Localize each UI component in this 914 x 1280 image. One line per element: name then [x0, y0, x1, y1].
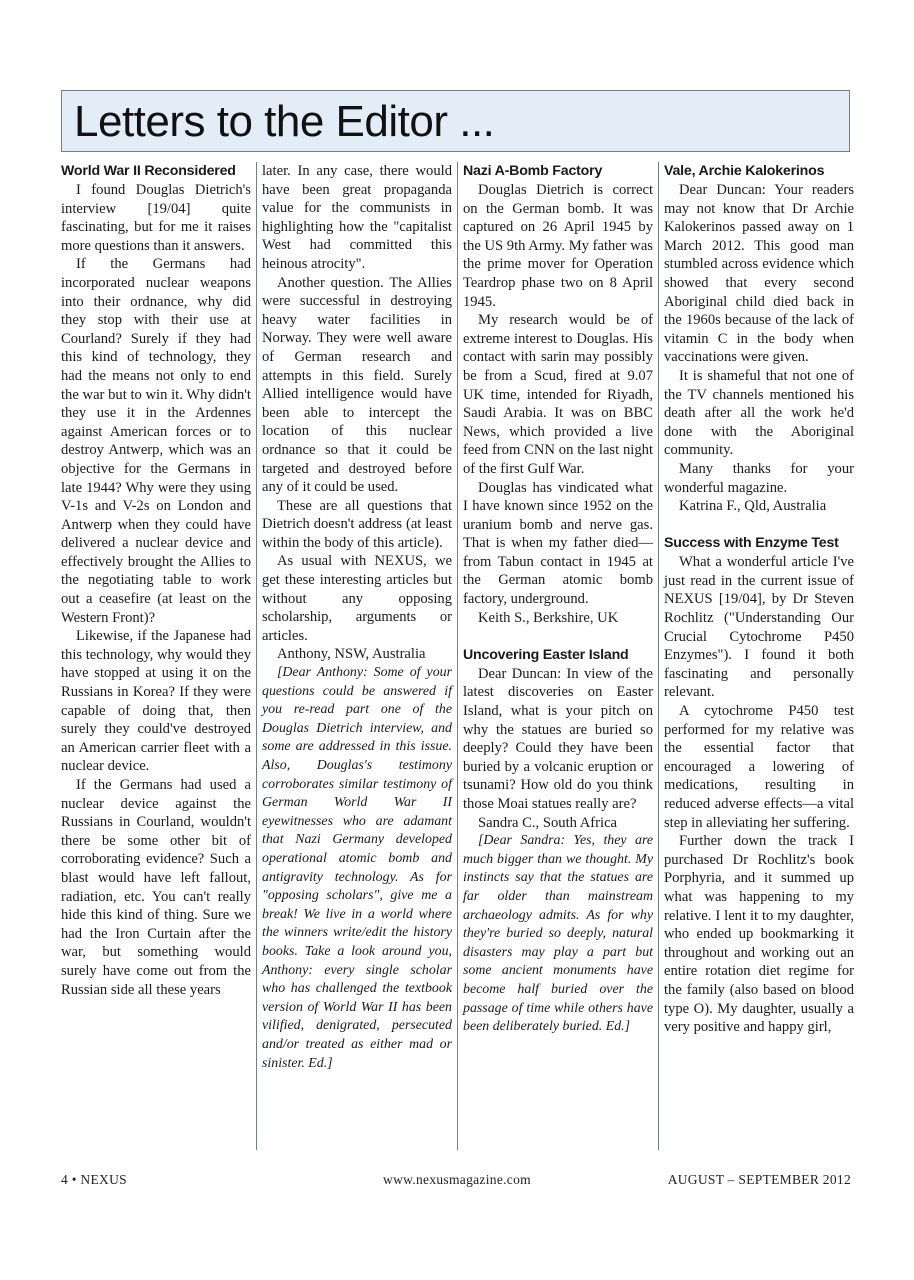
letter-paragraph: Likewise, if the Japanese had this technology, why would they have stopped at using it on the Russians in Korea? If they were capable of doing that, then surely they could've destroyed an American carrier fleet with a nuclear device. — [61, 628, 251, 775]
letter-paragraph: Another question. The Allies were successful in destroying heavy water facilities in Norway. They were well aware of German research and attempts in this field. Surely Allied intelligence would have been able to intercept the location of this nuclear ordnance so that it could be targeted and destroyed before any of it could be used. — [262, 274, 452, 496]
section-spacer — [463, 627, 653, 646]
letter-paragraph: Further down the track I purchased Dr Rochlitz's book Porphyria, and it summed up what was happening to my relative. I lent it to my daughter, who ended up bookmarking it throughout and working out an entire rotation diet regime for the family (also based on blood type O). My daughter, usually a very positive and happy girl, — [664, 833, 854, 1036]
footer-issue-date: AUGUST – SEPTEMBER 2012 — [667, 1172, 851, 1187]
letter-paragraph: What a wonderful article I've just read in the current issue of NEXUS [19/04], by Dr Steven Rochlitz ("Understanding Our Crucial Cytochrome P450 Enzymes"). I found it both fascinating and personally relevant. — [664, 554, 854, 701]
editor-reply: [Dear Anthony: Some of your questions could be answered if you re-read part one of the Douglas Dietrich interview, and some are addressed in this issue. Also, Douglas's testimony corroborates similar testimony of German World War II eyewitnesses who are adamant that Nazi Germany developed operational atomic bomb and antigravity technology. As for "opposing scholars", give me a break! We live in a world where the winners write/edit the history books. Take a look around you, Anthony: every single scholar who has challenged the textbook version of World War II has been vilified, denigrated, persecuted and/or treated as either mad or sinister. Ed.] — [262, 665, 452, 1071]
letter-paragraph: These are all questions that Dietrich doesn't address (at least within the body of this article). — [262, 497, 452, 551]
column-rule — [658, 162, 659, 1150]
letter-paragraph: As usual with NEXUS, we get these interesting articles but without any opposing scholarship, arguments or articles. — [262, 553, 452, 644]
column-3 — [463, 162, 653, 1037]
letter-signature: Sandra C., South Africa — [478, 814, 618, 831]
column-2 — [262, 162, 452, 1073]
page-title: Letters to the Editor ... — [74, 97, 495, 146]
footer-website: www.nexusmagazine.com — [383, 1172, 531, 1187]
letter-heading: Uncovering Easter Island — [463, 646, 629, 663]
letter-paragraph: Douglas Dietrich is correct on the German bomb. It was captured on 26 April 1945 by the US 9th Army. My father was the prime mover for Operation Teardrop phase two on 8 April 1945. — [463, 182, 653, 310]
letter-heading: Success with Enzyme Test — [664, 535, 839, 552]
column-rule — [256, 162, 257, 1150]
footer-page-number: 4 • NEXUS — [61, 1172, 127, 1187]
column-4 — [664, 162, 854, 1037]
title-banner — [61, 90, 850, 152]
editor-reply: [Dear Sandra: Yes, they are much bigger than we thought. My instincts say that the statues are far older than mainstream archaeology admits. As for why they're buried so deeply, natural disasters may play a part but some ancient monuments have become half buried over the passage of time while others have been deliberately buried. Ed.] — [463, 833, 653, 1035]
letter-paragraph: I found Douglas Dietrich's interview [19/04] quite fascinating, but for me it raises more questions than it answers. — [61, 182, 251, 254]
letter-heading: World War II Reconsidered — [61, 163, 236, 179]
letter-paragraph: Douglas has vindicated what I have known since 1952 on the uranium bomb and nerve gas. That is when my father died—from Tabun contact in 1945 at the German atomic bomb factory, underground. — [463, 479, 653, 608]
letter-heading: Vale, Archie Kalokerinos — [664, 163, 825, 179]
letter-paragraph: If the Germans had used a nuclear device against the Russians in Courland, wouldn't there be some other bit of corroborating evidence? Such a blast would have left fallout, radiation, etc. You can't really hide this kind of thing. Sure we had the Iron Curtain after the war, but something would surely have come out from the Russian side all these years — [61, 777, 251, 998]
letter-signature: Anthony, NSW, Australia — [277, 646, 426, 663]
letter-paragraph: If the Germans had incorporated nuclear weapons into their ordnance, why did they stop with their use at Courland? Surely if they had this kind of technology, they had the means not only to end the war but to win it. Why didn't they use it in the Ardennes against American forces or to destroy Antwerp, which was an objective for the Germans in late 1944? Why were they using V-1s and V-2s on London and Antwerp when they could have delivered a nuclear device and effectively brought the Allies to the negotiating table to work out a ceasefire (at least on the Western Front)? — [61, 256, 251, 626]
column-1 — [61, 162, 251, 999]
letter-paragraph: My research would be of extreme interest to Douglas. His contact with sarin may possibly be from a Scud, fired at 9.07 UK time, intended for Riyadh, Saudi Arabia. It was on BBC News, which provided a live feed from CNN on the last night of the first Gulf War. — [463, 312, 653, 477]
letter-paragraph: later. In any case, there would have been great propaganda value for the communists in highlighting how the "capitalist West had committed this heinous atrocity". — [262, 163, 452, 272]
letter-paragraph: Dear Duncan: Your readers may not know that Dr Archie Kalokerinos passed away on 1 March 2012. This good man stumbled across evidence which showed that every second Aboriginal child died back in the 1960s because of the lack of vitamin C in the body when vaccinations were given. — [664, 182, 854, 366]
letter-paragraph: It is shameful that not one of the TV channels mentioned his death after all the work he'd done with the Aboriginal community. — [664, 367, 854, 459]
letter-signature: Keith S., Berkshire, UK — [478, 609, 619, 626]
letter-signature: Katrina F., Qld, Australia — [679, 498, 827, 515]
letter-paragraph: Many thanks for your wonderful magazine. — [664, 460, 854, 496]
letter-paragraph: A cytochrome P450 test performed for my relative was the essential factor that encouraged a lowering of medications, resulting in reduced adverse effects—a vital step in alleviating her suffering. — [664, 703, 854, 831]
letter-paragraph: Dear Duncan: In view of the latest discoveries on Easter Island, what is your pitch on why the statues are buried so deeply? Could they have been buried by a volcanic eruption or tsunami? How old do you think those Moai statues really are? — [463, 665, 653, 812]
section-spacer — [664, 516, 854, 535]
letter-heading: Nazi A-Bomb Factory — [463, 163, 603, 179]
column-rule — [457, 162, 458, 1150]
